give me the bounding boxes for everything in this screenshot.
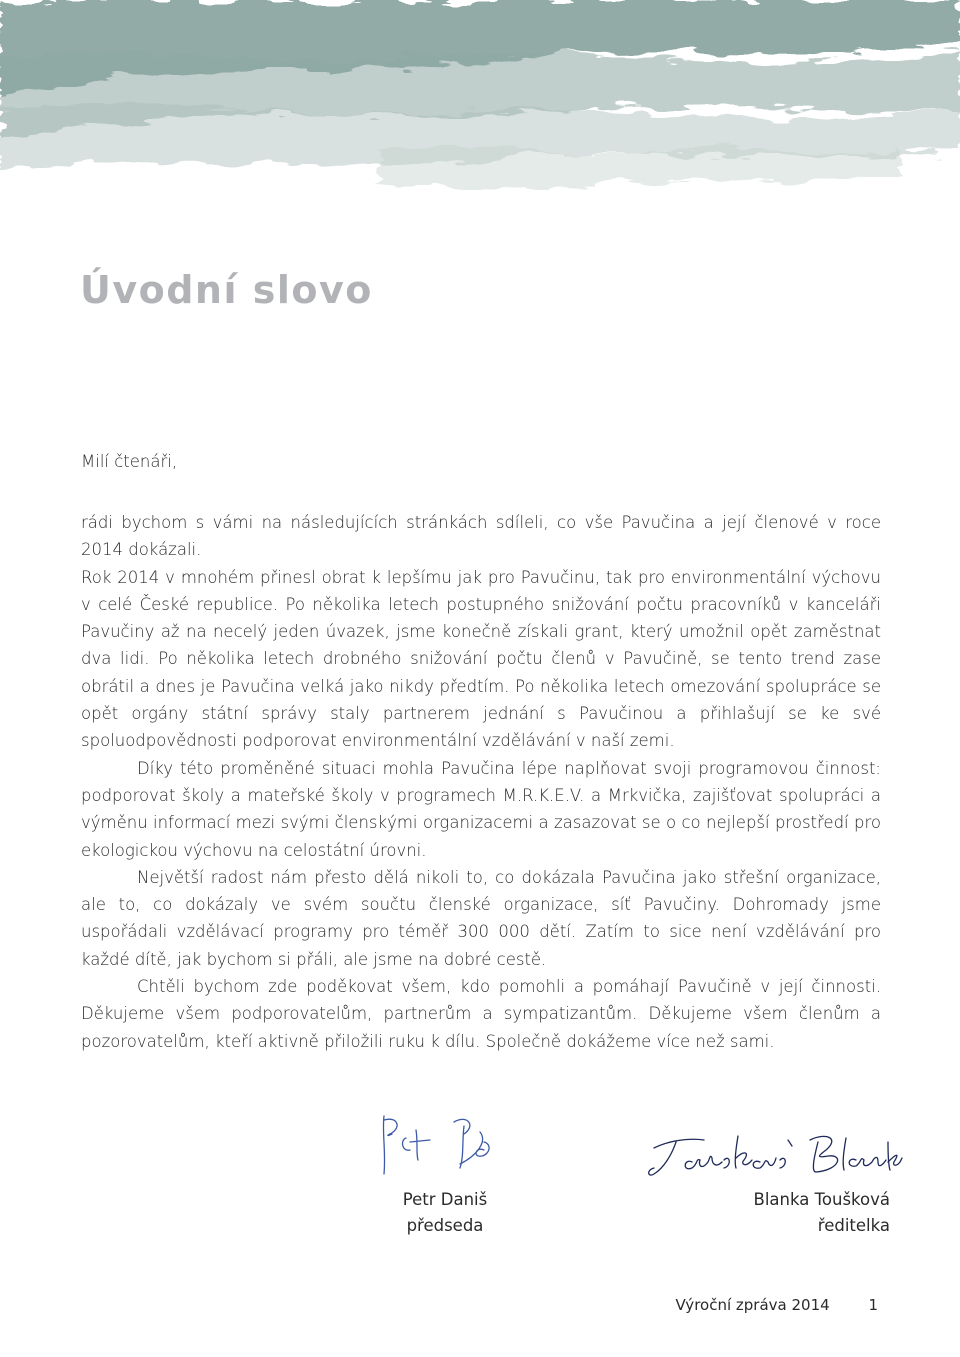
signature-petr-danis (372, 1112, 532, 1182)
signatory-role: předseda (406, 1216, 484, 1235)
signature-blanka-touskova (640, 1128, 905, 1183)
page-number: 1 (868, 1296, 878, 1314)
signatory-name: Blanka Toušková (753, 1190, 890, 1209)
page-title: Úvodní slovo (80, 268, 373, 312)
signatory-role: ředitelka (817, 1216, 890, 1235)
paragraph-year-overview: Rok 2014 v mnohém přinesl obrat k lepšímu jak pro Pavučinu, tak pro environmentální výchovu v celé České republice. Po několika letech postupného snižování počtu pracovníků v kanceláři Pavučiny až na necelý jeden úvazek, jsme konečně získali grant, který umožnil opět zaměstnat dva lidi. Po několika letech drobného snižování počtu členů v Pavučině, se tento trend zase obrátil a dnes je Pavučina velká jako nikdy předtím. Po několika letech omezování spolupráce se opět orgány státní správy staly partnerem jednání s Pavučinou a přihlašují se ke své spoluodpovědnosti podporovat environmentální vzdělávání v naší zemi. (81, 567, 881, 751)
signatory-name: Petr Daniš (402, 1190, 488, 1209)
paragraph-intro: rádi bychom s vámi na následujících stránkách sdíleli, co vše Pavučina a její členové v roce 2014 dokázali. (81, 513, 881, 560)
page-footer (675, 1296, 878, 1314)
letter-body (81, 509, 881, 1055)
header-brush-decoration (0, 0, 960, 230)
paragraph-network-achievements: Největší radost nám přesto dělá nikoli to, co dokázala Pavučina jako střešní organizace, ale to, co dokázaly ve svém součtu členské organizace, síť Pavučiny. Dohromady jsme uspořádali vzdělávací programy pro téměř 300 000 dětí. Zatím to sice není vzdělávání pro každé dítě, jak bychom si přáli, ale jsme na dobré cestě. (81, 867, 881, 969)
salutation: Milí čtenáři, (81, 452, 178, 471)
signature-block-chair (380, 1187, 510, 1239)
signature-block-director (720, 1187, 890, 1239)
footer-publication-title: Výroční zpráva 2014 (675, 1296, 830, 1314)
paragraph-program-activities: Díky této proměněné situaci mohla Pavučina lépe naplňovat svoji programovou činnost: podporovat školy a mateřské školy v programech M.R.K.E.V. a Mrkvička, zajišťovat spolupráci a výměnu informací mezi svými členskými organizacemi a zasazovat se o co nejlepší prostředí pro ekologickou výchovu na celostátní úrovni. (81, 758, 881, 860)
paragraph-thanks: Chtěli bychom zde poděkovat všem, kdo pomohli a pomáhají Pavučině v její činnosti. Děkujeme všem podporovatelům, partnerům a sympatizantům. Děkujeme všem členům a pozorovatelům, kteří aktivně přiložili ruku k dílu. Společně dokážeme více než sami. (81, 977, 881, 1051)
